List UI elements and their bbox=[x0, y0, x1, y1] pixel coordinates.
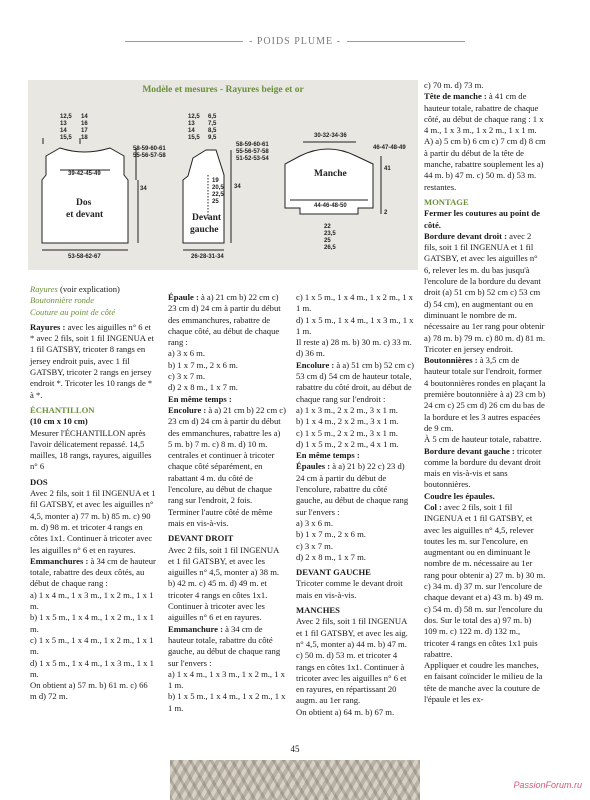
knit-photo-texture bbox=[170, 760, 420, 800]
diagram-title: Modèle et mesures - Rayures beige et or bbox=[142, 85, 304, 95]
header-rule-right bbox=[347, 41, 465, 42]
dos-shoulder-2: 55-56-57-58 bbox=[133, 153, 166, 159]
schematics-svg bbox=[28, 80, 418, 270]
manche-right-side: 41 bbox=[384, 166, 391, 172]
dos-top-left-4: 15,5 bbox=[60, 135, 72, 141]
coudre-text: Coudre les épaules. bbox=[424, 490, 495, 501]
manche-label: Manche bbox=[314, 169, 347, 179]
column-4 bbox=[424, 80, 546, 705]
dg-top-left-1: 12,5 bbox=[188, 114, 200, 120]
intro-couture: Couture au point de côté bbox=[30, 306, 116, 317]
dos-top-right-2: 16 bbox=[81, 121, 88, 127]
encolure-dd-paragraph: Encolure : à a) 51 cm b) 52 cm c) 53 cm d) 54 cm de hauteur totale, rabattre du côté droit, au début de chaque rang sur l'endroit : bbox=[296, 359, 414, 404]
header-rule-left bbox=[125, 41, 243, 42]
watermark: PassionForum.ru bbox=[513, 780, 582, 790]
epaule-line-c: c) 3 x 7 m. bbox=[168, 371, 205, 382]
emmanchure-line-a: a) 1 x 4 m., 1 x 3 m., 1 x 2 m., 1 x 1 m. bbox=[30, 589, 154, 612]
dg-side: 34 bbox=[234, 184, 241, 190]
column-3 bbox=[296, 292, 414, 718]
page-header bbox=[0, 36, 590, 47]
meme-temps: En même temps : bbox=[168, 393, 232, 404]
dg-top-right-2: 7,5 bbox=[208, 121, 217, 127]
manche-bottom-3: 25 bbox=[324, 238, 331, 244]
dd-line-a: a) 1 x 4 m., 1 x 3 m., 1 x 2 m., 1 x 1 m. bbox=[168, 668, 285, 691]
dos-top-left-3: 14 bbox=[60, 128, 67, 134]
meme-temps-2: En même temps : bbox=[296, 450, 360, 461]
dos-top-right-4: 18 bbox=[81, 135, 88, 141]
encolure-line-c: c) 1 x 5 m., 2 x 2 m., 3 x 1 m. bbox=[296, 427, 398, 438]
page-number: 45 bbox=[290, 744, 300, 754]
emmanchure-line-c: c) 1 x 5 m., 1 x 4 m., 1 x 2 m., 1 x 1 m. bbox=[30, 634, 154, 657]
manches-title: MANCHES bbox=[296, 605, 340, 616]
dg-top-right-4: 9,5 bbox=[208, 135, 217, 141]
encolure-paragraph: Encolure : à a) 21 cm b) 22 cm c) 23 cm d) 24 cm à partir du début des emmanchures, rabattre les a) 5 m. b) 7 m. c) 8 m. d) 10 m. centrales et continuer à tricoter chaque côté séparément, en rabattant 4 m. du côté de l'encolure, au début de chaque rang sur l'endroit, 2 fois. bbox=[168, 404, 286, 506]
montage-title: MONTAGE bbox=[424, 196, 469, 207]
epaules-line-c: c) 3 x 7 m. bbox=[296, 540, 333, 551]
dd-line-c: c) 1 x 5 m., 1 x 4 m., 1 x 2 m., 1 x 1 m. bbox=[296, 292, 413, 314]
column-1 bbox=[30, 284, 156, 703]
dg-neck-2: 20,5 bbox=[212, 185, 224, 191]
manche-bottom-4: 26,5 bbox=[324, 245, 336, 251]
terminer-text: Terminer l'autre côté de même mais en vis-à-vis. bbox=[168, 506, 273, 528]
devant-gauche-schematic bbox=[183, 150, 231, 250]
epaule-line-d: d) 2 x 8 m., 1 x 7 m. bbox=[168, 382, 238, 393]
dos-label-2: et devant bbox=[66, 210, 104, 220]
appliquer-text: Appliquer et coudre les manches, en faisant coïncider le milieu de la tête de manche avec la couture de l'épaule et les ex- bbox=[424, 660, 543, 705]
boutonnieres-paragraph: Boutonnières : à 3,5 cm de hauteur totale sur l'endroit, former 4 boutonnières rondes en plaçant la première boutonnière à a) 23 cm b) 24 cm c) 25 cm d) 26 cm du bas de la bordure et les 3 autres espacées de 9 cm. bbox=[424, 355, 546, 433]
dos-top-left-2: 13 bbox=[60, 121, 67, 127]
manche-middle: 44-46-48-50 bbox=[314, 203, 347, 209]
dg-width: 26-28-31-34 bbox=[191, 254, 224, 260]
dg-top-right-3: 8,5 bbox=[208, 128, 217, 134]
intro-boutonniere: Boutonnière ronde bbox=[30, 295, 95, 306]
tete-paragraph: Tête de manche : à 41 cm de hauteur totale, rabattre de chaque côté, au début de chaque rang : 1 x 4 m., 1 x 3 m., 1 x 2 m., 1 x 1 m. bbox=[424, 91, 544, 136]
dos-label-1: Dos bbox=[76, 198, 92, 208]
measurement-diagram bbox=[28, 80, 418, 270]
manche-bottom-2: 23,5 bbox=[324, 231, 336, 237]
column-2 bbox=[168, 292, 286, 714]
dg-shoulder-2: 55-56-57-58 bbox=[236, 149, 269, 155]
devant-droit-title: DEVANT DROIT bbox=[168, 533, 234, 544]
dg-top-left-4: 15,5 bbox=[188, 135, 200, 141]
dg-neck-4: 25 bbox=[212, 199, 219, 205]
manche-top: 30-32-34-36 bbox=[314, 133, 347, 139]
dos-side: 34 bbox=[140, 186, 147, 192]
dg-label-2: gauche bbox=[190, 225, 219, 235]
epaules-line-a: a) 3 x 6 m. bbox=[296, 517, 333, 528]
devant-droit-text: Avec 2 fils, soit 1 fil INGENUA et 1 fil GATSBY, et avec les aiguilles n° 4,5, monter a) 38 m. b) 42 m. c) 45 m. d) 49 m. et tricoter 4 rangs en côtes 1x1. Continuer à tricoter avec les aiguilles n° 6 et en rayures. bbox=[168, 544, 280, 623]
manches-end: On obtient a) 64 m. b) 67 m. bbox=[296, 706, 395, 717]
col-paragraph: Col : avec 2 fils, soit 1 fil INGENUA et 1 fil GATSBY, et avec les aiguilles n° 4,5, relever toutes les m. sur l'encolure, en augmentant ou en diminuant le nombre de m. nécessaire au 1er rang pour obtenir a) 27 m. b) 30 m. c) 34 m. d) 37 m. sur l'encolure de chaque devant et a) 43 m. b) 49 m. c) 54 m. d) 58 m. sur l'encolure du dos. Sur le total des a) 97 m. b) 109 m. c) 122 m. d) 132 m., tricoter 4 rangs en côtes 1x1 puis rabattre. bbox=[424, 501, 546, 659]
epaule-line-a: a) 3 x 6 m. bbox=[168, 348, 205, 359]
dos-schematic bbox=[42, 138, 138, 250]
emmanchure-paragraph: Emmanchure : à 34 cm de hauteur totale, rabattre du côté gauche, au début de chaque rang sur l'envers : bbox=[168, 623, 281, 668]
emmanchure-line-d: d) 1 x 5 m., 1 x 4 m., 1 x 3 m., 1 x 1 m. bbox=[30, 657, 154, 679]
dg-top-right-1: 6,5 bbox=[208, 114, 217, 120]
tete-paragraph-2: A) a) 5 cm b) 6 cm c) 7 cm d) 8 cm à partir du début de la tête de manche, rabattre souplement les a) 44 m. b) 47 m. c) 50 m. d) 53 m. restantes. bbox=[424, 136, 546, 192]
dd-line-b: b) 1 x 5 m., 1 x 4 m., 1 x 2 m., 1 x 1 m. bbox=[168, 691, 286, 713]
bordure-gauche-paragraph: Bordure devant gauche : tricoter comme la bordure du devant droit mais en vis-à-vis et sans boutonnières. bbox=[424, 445, 542, 490]
manche-right-top: 46-47-48-49 bbox=[373, 145, 406, 151]
dos-top-right-1: 14 bbox=[81, 114, 88, 120]
dos-obtient: On obtient a) 57 m. b) 61 m. c) 66 m d) 72 m. bbox=[30, 680, 148, 702]
echantillon-text: Mesurer l'ÉCHANTILLON après l'avoir délicatement repassé. 14,5 mailles, 18 rangs, rayures, aiguilles n° 6 bbox=[30, 427, 152, 472]
intro-rayures: Rayures (voir explication) bbox=[30, 284, 120, 294]
dg-top-left-3: 14 bbox=[188, 128, 195, 134]
epaule-line-b: b) 1 x 7 m., 2 x 6 m. bbox=[168, 359, 238, 370]
epaule-paragraph: Épaule : à a) 21 cm b) 22 cm c) 23 cm d) 24 cm à partir du début des emmanchures, rabattre de chaque côté, au début de chaque rang : bbox=[168, 292, 281, 348]
encolure-line-d: d) 1 x 5 m., 2 x 2 m., 4 x 1 m. bbox=[296, 438, 399, 449]
dg-label-1: Devant bbox=[192, 213, 222, 223]
dg-neck-1: 19 bbox=[212, 178, 219, 184]
hauteur-text: À 5 cm de hauteur totale, rabattre. bbox=[424, 434, 542, 445]
dg-shoulder-1: 58-59-60-61 bbox=[236, 142, 269, 148]
manche-cuff-side: 2 bbox=[384, 210, 388, 216]
encolure-line-b: b) 1 x 4 m., 2 x 2 m., 3 x 1 m. bbox=[296, 416, 399, 427]
devant-gauche-title: DEVANT GAUCHE bbox=[296, 567, 371, 578]
emmanchures-paragraph: Emmanchures : à 34 cm de hauteur totale, rabattre des deux côtés, au début de chaque rang : bbox=[30, 555, 156, 589]
echantillon-title: ÉCHANTILLON bbox=[30, 404, 95, 415]
epaules-paragraph: Épaules : à a) 21 b) 22 c) 23 d) 24 cm à partir du début de l'encolure, rabattre du côté gauche, au début de chaque rang sur l'envers : bbox=[296, 461, 409, 517]
montage-text: Fermer les coutures au point de côté. bbox=[424, 208, 540, 230]
devant-gauche-text: Tricoter comme le devant droit mais en vis-à-vis. bbox=[296, 578, 403, 600]
dos-text: Avec 2 fils, soit 1 fil INGENUA et 1 fil GATSBY, et avec les aiguilles n° 4,5, monter a) 77 m. b) 85 m. c) 90 m. d) 98 m. et tricoter 4 rangs en côtes 1x1. Continuer à tricoter avec les aiguilles n° 6 et en rayures. bbox=[30, 488, 156, 555]
rayures-paragraph: Rayures : avec les aiguilles n° 6 et * avec 2 fils, soit 1 fil INGENUA et 1 fil GATSBY, tricoter 8 rangs en jersey endroit puis, avec 1 fil GATSBY, tricoter 2 rangs en jersey endroit *. Tricoter les 10 rangs de * à *. bbox=[30, 321, 154, 400]
manche-count-cd: c) 70 m. d) 73 m. bbox=[424, 80, 484, 90]
dg-top-left-2: 13 bbox=[188, 121, 195, 127]
dos-title: DOS bbox=[30, 476, 48, 487]
manches-text: Avec 2 fils, soit 1 fil INGENUA et 1 fil GATSBY, et avec les aig. n° 4,5, monter a) 44 m. b) 47 m. c) 50 m. d) 53 m. et tricoter 4 rangs en côtes 1x1. Continuer à tricoter avec les aiguilles n° 6 et en rayures, en répartissant 20 augm. au 1er rang. bbox=[296, 616, 408, 706]
dos-shoulder-1: 58-59-60-61 bbox=[133, 146, 166, 152]
dos-neck: 39-42-45-49 bbox=[68, 171, 101, 177]
bordure-droit-paragraph: Bordure devant droit : avec 2 fils, soit 1 fil INGENUA et 1 fil GATSBY, et avec les aiguilles n° 6, relever les m. du bas jusqu'à l'encolure de la bordure du devant droit (a) 51 cm b) 52 cm c) 53 cm d) 54 cm), en augmentant ou en diminuant le nombre de m. nécessaire au 1er rang pour obtenir a) 78 m. b) 79 m. c) 80 m. d) 81 m. Tricoter en jersey endroit. bbox=[424, 230, 546, 354]
dg-shoulder-3: 51-52-53-54 bbox=[236, 156, 269, 162]
dd-line-d: d) 1 x 5 m., 1 x 4 m., 1 x 3 m., 1 x 1 m. bbox=[296, 314, 414, 336]
echantillon-size: (10 cm x 10 cm) bbox=[30, 416, 88, 427]
emmanchure-line-b: b) 1 x 5 m., 1 x 4 m., 1 x 2 m., 1 x 1 m. bbox=[30, 612, 154, 634]
reste-text: Il reste a) 28 m. b) 30 m. c) 33 m. d) 36 m. bbox=[296, 337, 412, 359]
dg-neck-3: 22,5 bbox=[212, 192, 224, 198]
encolure-line-a: a) 1 x 3 m., 2 x 2 m., 3 x 1 m. bbox=[296, 404, 398, 415]
manche-bottom-1: 22 bbox=[324, 224, 331, 230]
header-title: - POIDS PLUME - bbox=[249, 36, 341, 47]
dos-top-left-1: 12,5 bbox=[60, 114, 72, 120]
epaules-line-b: b) 1 x 7 m., 2 x 6 m. bbox=[296, 529, 366, 540]
epaules-line-d: d) 2 x 8 m., 1 x 7 m. bbox=[296, 551, 366, 562]
dos-width: 53-58-62-67 bbox=[68, 254, 101, 260]
dos-top-right-3: 17 bbox=[81, 128, 88, 134]
